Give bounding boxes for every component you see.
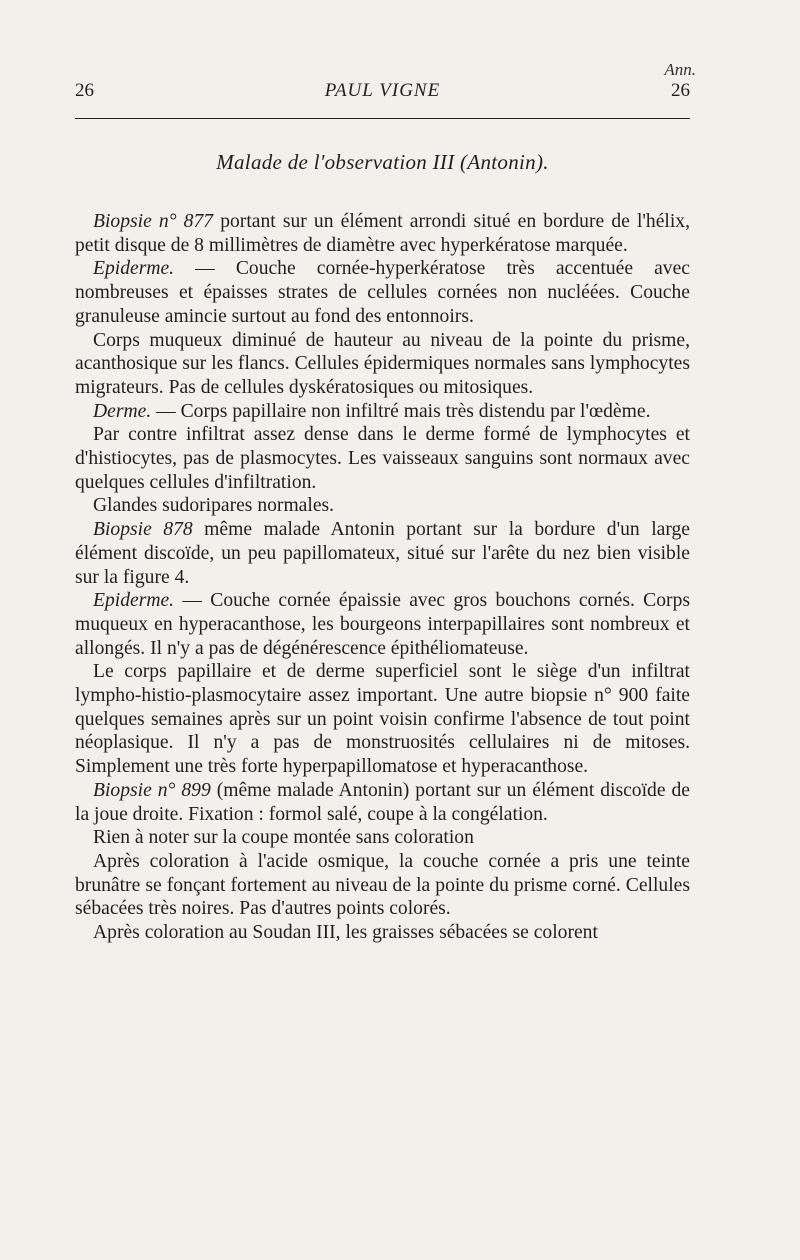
paragraph bbox=[75, 826, 690, 850]
paragraph-text: — Couche cornée épaissie avec gros bouchons cornés. Corps muqueux en hyperacanthose, les bourgeons interpapillaires sont nombreux et allongés. Il n'y a pas de dégénérescence épithéliomateuse. bbox=[75, 590, 690, 659]
paragraph bbox=[75, 589, 690, 660]
paragraph-lead: Biopsie n° 899 bbox=[93, 779, 211, 801]
paragraph bbox=[75, 850, 690, 921]
paragraph bbox=[75, 210, 690, 257]
paragraph-text: même malade Antonin portant sur la bordure d'un large élément discoïde, un peu papillomateux, situé sur l'arête du nez bien visible sur la figure 4. bbox=[75, 519, 691, 588]
paragraph-text: — Couche cornée-hyperkératose très accentuée avec nombreuses et épaisses strates de cellules cornées non nucléées. Couche granuleuse amincie surtout au fond des entonnoirs. bbox=[75, 258, 690, 327]
header-rule bbox=[75, 118, 690, 119]
paragraph-lead: Epiderme. bbox=[93, 590, 175, 612]
paragraph bbox=[75, 660, 690, 779]
body-text bbox=[75, 210, 690, 945]
paragraph-text: Après coloration à l'acide osmique, la couche cornée a pris une teinte brunâtre se fonçant fortement au niveau de la pointe du prisme corné. Cellules sébacées très noires. Pas d'autres points colorés. bbox=[75, 850, 690, 920]
paragraph bbox=[75, 921, 690, 945]
paragraph-text: — Corps papillaire non infiltré mais très distendu par l'œdème. bbox=[151, 400, 651, 422]
section-title: Malade de l'observation III (Antonin). bbox=[216, 150, 549, 174]
paragraph bbox=[75, 779, 690, 826]
paragraph-lead: Biopsie n° 877 bbox=[93, 211, 214, 232]
running-title: PAUL VIGNE bbox=[324, 80, 441, 101]
margin-annotation: Ann. bbox=[664, 60, 696, 79]
paragraph-text: Après coloration au Soudan III, les graisses sébacées se colorent bbox=[93, 922, 598, 944]
paragraph-lead: Epiderme. bbox=[93, 258, 175, 280]
paragraph-text: Par contre infiltrat assez dense dans le derme formé de lymphocytes et d'histiocytes, pas de plasmocytes. Les vaisseaux sanguins sont normaux avec quelques cellules d'infiltration. bbox=[75, 424, 690, 493]
page-number-right: 26 bbox=[671, 80, 690, 101]
paragraph bbox=[75, 329, 690, 400]
page-number-left: 26 bbox=[75, 80, 94, 101]
paragraph bbox=[75, 518, 690, 589]
paragraph-text: Rien à noter sur la coupe montée sans coloration bbox=[93, 827, 474, 849]
paragraph-text: Glandes sudoripares normales. bbox=[93, 495, 335, 517]
paragraph-lead: Biopsie 878 bbox=[93, 519, 193, 541]
paragraph-text: Corps muqueux diminué de hauteur au niveau de la pointe du prisme, acanthosique sur les flancs. Cellules épidermiques normales sans lymphocytes migrateurs. Pas de cellules dyskératosiques ou mitosiques. bbox=[75, 329, 690, 398]
page-header bbox=[75, 80, 690, 106]
paragraph-text: portant sur un élément arrondi situé en bordure de l'hélix, petit disque de 8 millimètres de diamètre avec hyperkératose marquée. bbox=[75, 211, 690, 256]
paragraph-text: (même malade Antonin) portant sur un élément discoïde de la joue droite. Fixation : formol salé, coupe à la congélation. bbox=[75, 779, 690, 825]
paragraph-lead: Derme. bbox=[93, 400, 152, 422]
paragraph bbox=[75, 257, 690, 328]
paragraph bbox=[75, 400, 690, 424]
paragraph bbox=[75, 494, 690, 518]
paragraph-text: Le corps papillaire et de derme superficiel sont le siège d'un infiltrat lympho-histio-plasmocytaire assez important. Une autre biopsie n° 900 faite quelques semaines après sur un point voisin confirme l'absence de tout point néoplasique. Il n'y a pas de monstruosités cellulaires ni de mitoses. Simplement une très forte hyperpapillomatose et hyperacanthose. bbox=[75, 661, 690, 778]
paragraph bbox=[75, 423, 690, 494]
